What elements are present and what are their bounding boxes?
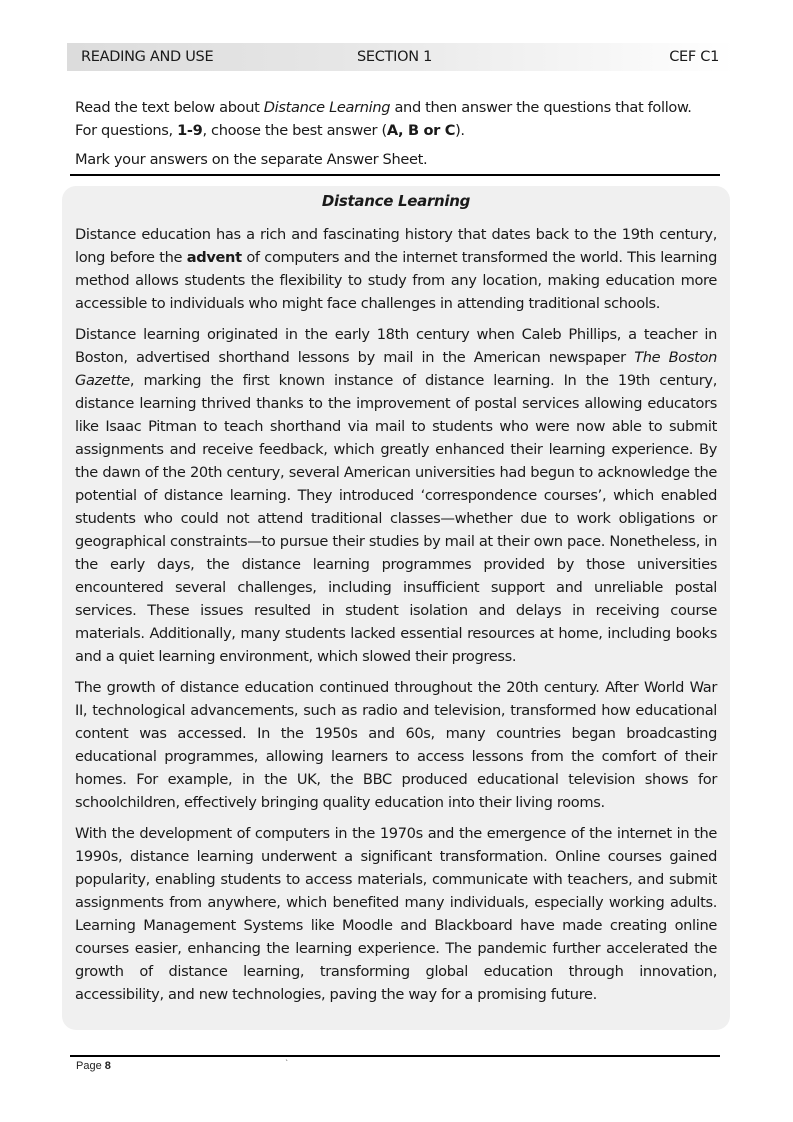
newspaper-title: The Boston Gazette	[75, 349, 717, 389]
instruction-text: , choose the best answer (	[202, 122, 387, 139]
instruction-text: and then answer the questions that follow.	[390, 99, 692, 116]
passage-title: Distance Learning	[321, 192, 471, 210]
paragraph-text: of computers and the internet transformed the world. This learning method allows students the flexibility to study from any location, making education more accessible to individuals who might face challenges in attending traditional schools.	[75, 249, 717, 312]
paragraph-text: , marking the first known instance of distance learning. In the 19th century, distance learning thrived thanks to the improvement of postal services allowing educators like Isaac Pitman to teach shorthand via mail to students who were now able to submit assignments and receive feedback, which greatly enhanced their learning experience. By the dawn of the 20th century, several American universities had begun to acknowledge the potential of distance learning. They introduced ‘correspondence courses’, which enabled students who could not attend traditional classes—whether due to work obligations or geographical constraints—to pursue their studies by mail at their own pace. Nonetheless, in the early days, the distance learning programmes provided by those universities encountered several challenges, including insufficient support and unreliable postal services. These issues resulted in student isolation and delays in receiving course materials. Additionally, many students lacked essential resources at home, including books and a quiet learning environment, which slowed their progress.	[75, 372, 717, 665]
page-label: Page	[76, 1060, 105, 1072]
passage-body	[75, 223, 717, 1014]
passage-paragraph-1	[75, 223, 717, 315]
page-footer	[76, 1060, 111, 1072]
header-level: CEF C1	[669, 49, 719, 65]
instructions	[75, 96, 725, 171]
stray-mark: `	[285, 1059, 289, 1068]
instruction-text: For questions,	[75, 122, 178, 139]
paragraph-text: Distance learning originated in the early 18th century when Caleb Phillips, a teacher in Boston, advertised shorthand lessons by mail in the American newspaper	[75, 326, 717, 366]
instruction-line-1	[75, 96, 725, 119]
reading-passage-box	[62, 186, 730, 1030]
divider-bottom	[70, 1055, 720, 1057]
page-number: 8	[104, 1060, 111, 1072]
instruction-line-2	[75, 119, 725, 142]
passage-paragraph-3: The growth of distance education continued throughout the 20th century. After World War II, technological advancements, such as radio and television, transformed how educational content was accessed. In the 1950s and 60s, many countries began broadcasting educational programmes, allowing learners to access lessons from the comfort of their homes. For example, in the UK, the BBC produced educational television shows for schoolchildren, effectively bringing quality education into their living rooms.	[75, 679, 717, 811]
question-range: 1-9	[177, 122, 203, 139]
instruction-line-3: Mark your answers on the separate Answer Sheet.	[75, 151, 428, 168]
instruction-topic: Distance Learning	[263, 99, 391, 116]
paragraph-text: Distance education has a rich and fascinating history that dates back to the 19th century, long before the	[75, 226, 717, 266]
instruction-text: Read the text below about	[75, 99, 264, 116]
header-section-number: SECTION 1	[357, 49, 433, 65]
passage-paragraph-2	[75, 323, 717, 668]
answer-options: A, B or C	[386, 122, 456, 139]
highlighted-vocabulary-word: advent	[186, 249, 242, 266]
divider-top	[70, 174, 720, 176]
header-section-type: READING AND USE	[81, 49, 214, 65]
section-header-bar	[67, 43, 735, 71]
instruction-text: ).	[455, 122, 465, 139]
passage-paragraph-4: With the development of computers in the 1970s and the emergence of the internet in the 1990s, distance learning underwent a significant transformation. Online courses gained popularity, enabling students to access materials, communicate with teachers, and submit assignments from anywhere, which benefited many individuals, especially working adults. Learning Management Systems like Moodle and Blackboard have made creating online courses easier, enhancing the learning experience. The pandemic further accelerated the growth of distance learning, transforming global education through innovation, accessibility, and new technologies, paving the way for a promising future.	[75, 825, 717, 1003]
